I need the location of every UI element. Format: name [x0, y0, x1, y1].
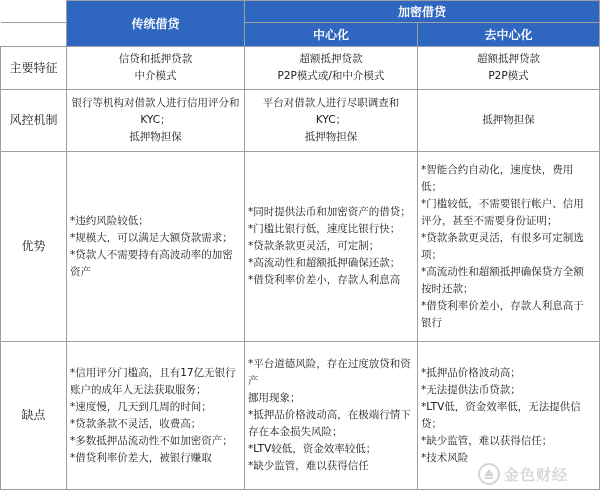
header-centralized: 中心化 — [245, 23, 418, 47]
cell-main-features-traditional: 信贷和抵押贷款 中介模式 — [67, 47, 245, 90]
row-label-advantages: 优势 — [1, 152, 67, 342]
header-row-top — [1, 1, 600, 23]
cell-main-features-centralized: 超额抵押贷款 P2P模式或/和中介模式 — [245, 47, 418, 90]
cell-advantages-traditional: *违约风险较低； *规模大，可以满足大额贷款需求； *贷款人不需要持有高波动率的加密 资产 — [67, 152, 245, 342]
header-decentralized: 去中心化 — [418, 23, 600, 47]
header-corner-cell — [1, 1, 67, 23]
cell-risk-control-traditional: 银行等机构对借款人进行信用评分和 KYC； 抵押物担保 — [67, 90, 245, 152]
row-label-risk-control: 风控机制 — [1, 90, 67, 152]
header-corner-cell-lower — [1, 23, 67, 47]
cell-risk-control-decentralized: 抵押物担保 — [418, 90, 600, 152]
table-row — [1, 47, 600, 90]
cell-disadvantages-decentralized: *抵押品价格波动高； *无法提供法币贷款； *LTV低，资金效率低，无法提供信 贷； *缺少监管，难以获得信任； *技术风险 — [418, 342, 600, 490]
cell-main-features-decentralized: 超额抵押贷款 P2P模式 — [418, 47, 600, 90]
golden-finance-logo-icon — [478, 463, 500, 485]
cell-risk-control-centralized: 平台对借款人进行尽职调查和KYC； 抵押物担保 — [245, 90, 418, 152]
watermark — [478, 461, 596, 487]
header-crypto: 加密借贷 — [245, 1, 600, 23]
cell-disadvantages-traditional: *信用评分门槛高，且有17亿无银行 账户的成年人无法获取服务； *速度慢，几天到几周的时间； *贷款条款不灵活，收费高； *多数抵押品流动性不如加密资产； *借贷利率价差大，被银行赚取 — [67, 342, 245, 490]
cell-disadvantages-centralized: *平台道德风险，存在过度放贷和资产 挪用现象； *抵押品价格波动高，在极端行情下 存在本金损失风险； *LTV较低，资金效率较低； *缺少监管，难以获得信任 — [245, 342, 418, 490]
cell-advantages-centralized: *同时提供法币和加密资产的借贷； *门槛比银行低，速度比银行快； *贷款条款更灵活，可定制； *高流动性和超额抵押确保还款； *借贷利率价差小，存款人利息高 — [245, 152, 418, 342]
cell-advantages-decentralized: *智能合约自动化，速度快，费用 低； *门槛较低，不需要银行帐户、信用 评分，甚至不需要身份证明； *贷款条款更灵活，有很多可定制选 项； *高流动性和超额抵押确保贷方全额 按时还款； *借贷利率价差小，存款人利息高于 银行 — [418, 152, 600, 342]
row-label-disadvantages: 缺点 — [1, 342, 67, 490]
header-traditional: 传统借贷 — [67, 1, 245, 47]
row-label-main-features: 主要特征 — [1, 47, 67, 90]
table-row — [1, 152, 600, 342]
watermark-text: 金色财经 — [504, 465, 569, 484]
table-row — [1, 90, 600, 152]
